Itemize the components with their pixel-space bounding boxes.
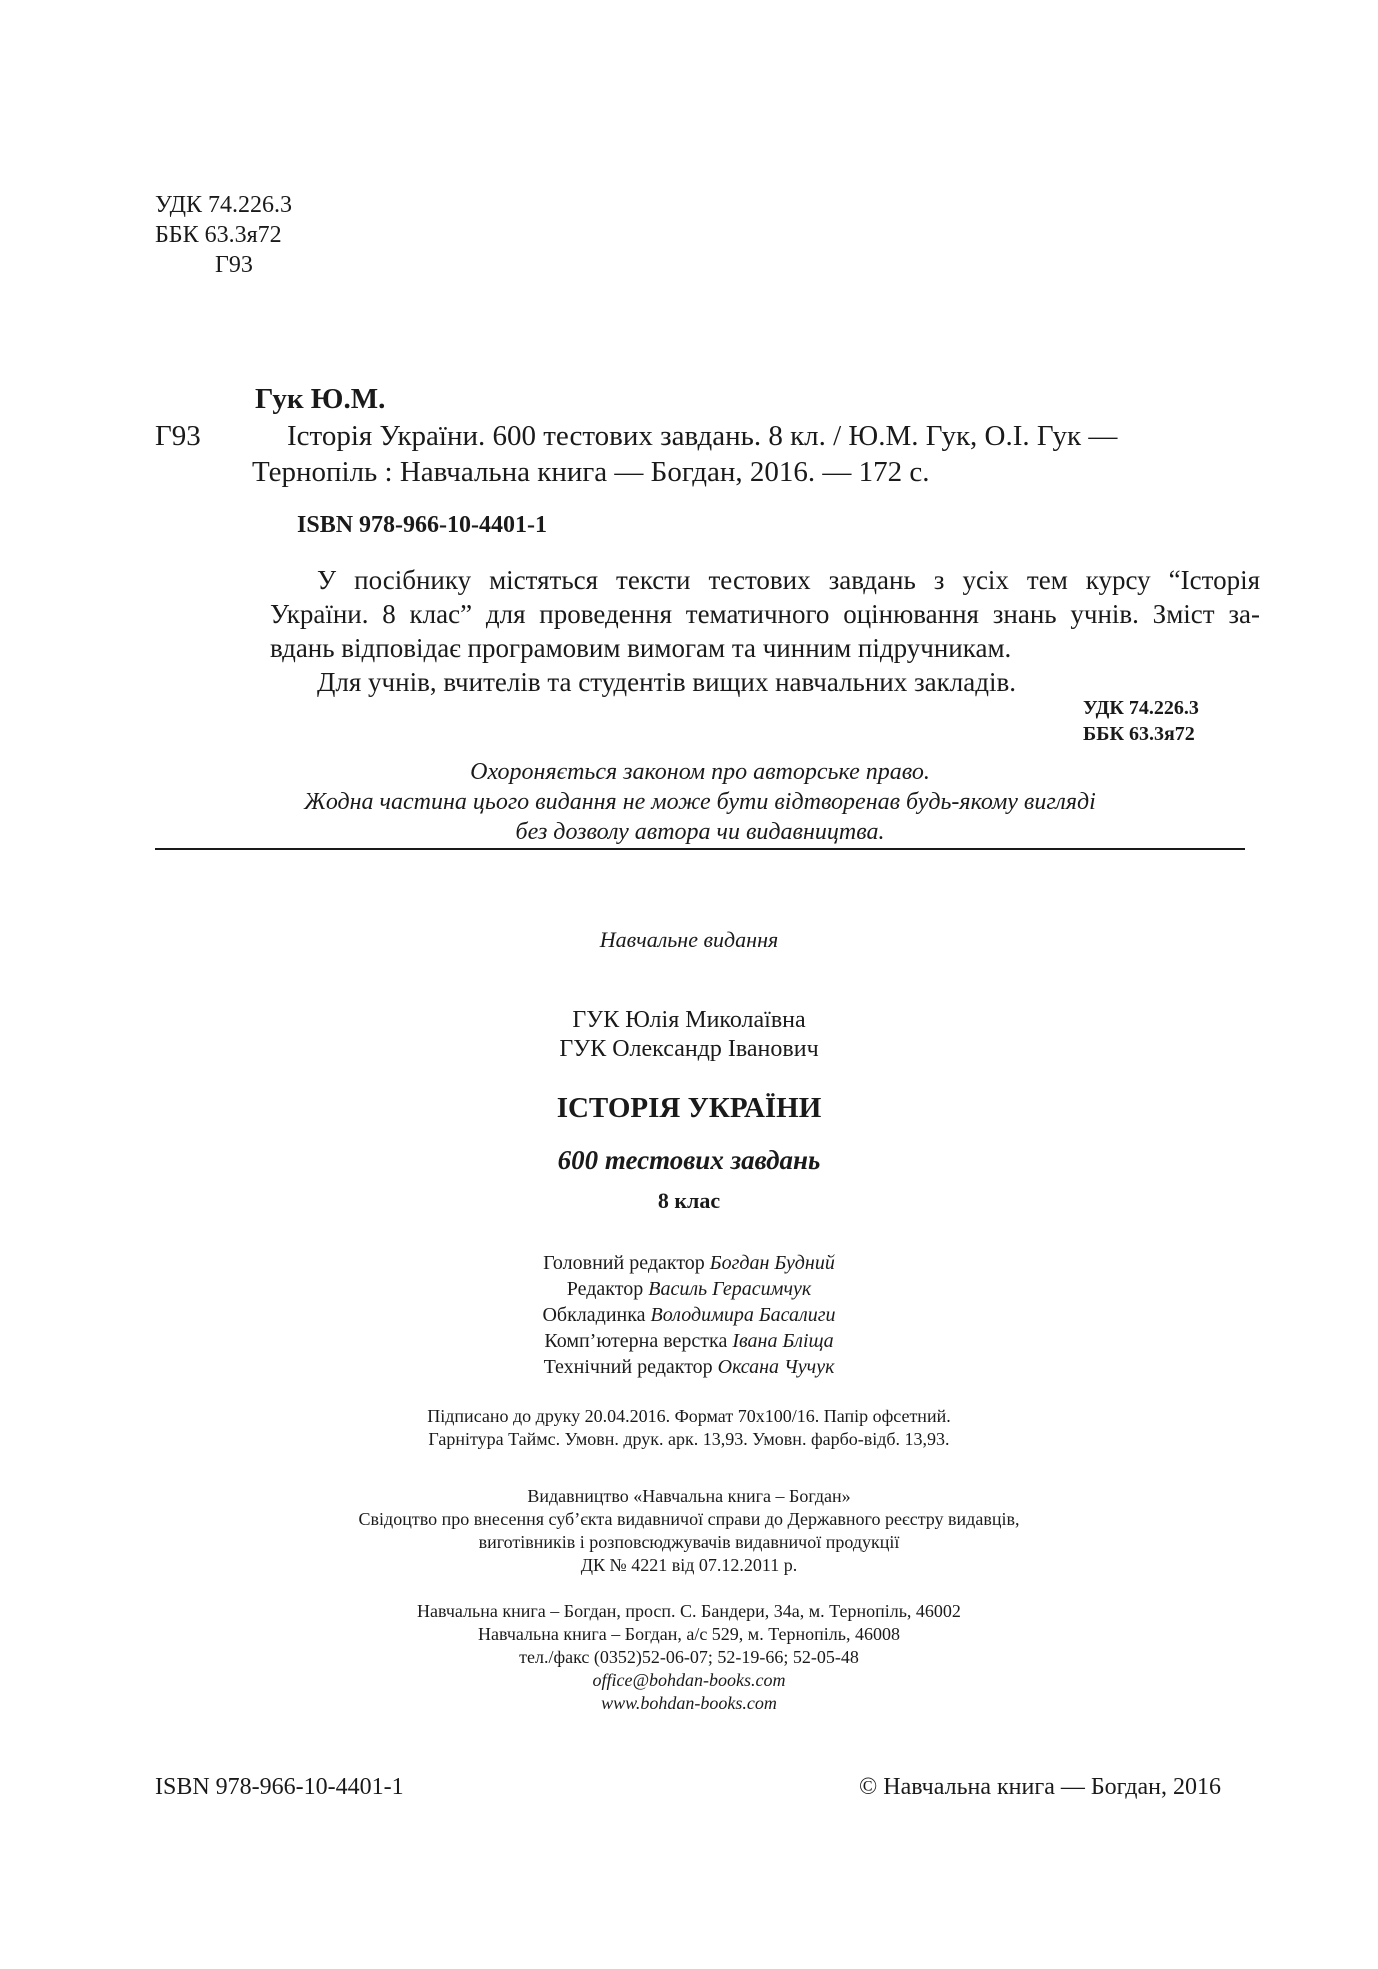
address-line: тел./факс (0352)52-06-07; 52-19-66; 52-05-48 — [519, 1647, 859, 1667]
author-heading: Гук Ю.М. — [255, 383, 386, 415]
publisher-info-line: Видавництво «Навчальна книга – Богдан» — [527, 1486, 851, 1506]
email-link[interactable]: office@bohdan-books.com — [592, 1670, 786, 1690]
address-line: Навчальна книга – Богдан, а/с 529, м. Тернопіль, 46008 — [478, 1624, 900, 1644]
book-subtitle: 600 тестових завдань — [557, 1145, 821, 1175]
credit-line — [0, 1276, 1378, 1302]
book-title: ІСТОРІЯ УКРАЇНИ — [556, 1092, 822, 1124]
bbk-code: ББК 63.3я72 — [155, 222, 282, 248]
credit-line — [0, 1302, 1378, 1328]
author-mark: Г93 — [215, 252, 253, 278]
credit-name: Володимира Басалиги — [650, 1304, 836, 1326]
publisher-info-line: ДК № 4221 від 07.12.2011 р. — [580, 1555, 798, 1575]
annotation-line: У посібнику містяться тексти тестових завдань з усіх тем курсу “Історія — [317, 565, 1260, 595]
addresses — [0, 1600, 1378, 1715]
address-line: Навчальна книга – Богдан, просп. С. Бандери, 34а, м. Тернопіль, 46002 — [417, 1601, 961, 1621]
copyright-notice — [155, 757, 1245, 847]
print-info — [0, 1405, 1378, 1451]
credit-role: Комп’ютерна верстка — [544, 1330, 728, 1352]
credit-name: Василь Герасимчук — [648, 1278, 812, 1300]
credit-line — [0, 1354, 1378, 1380]
credit-name: Богдан Будний — [709, 1252, 835, 1274]
print-info-line: Гарнітура Таймс. Умовн. друк. арк. 13,93. Умовн. фарбо-відб. 13,93. — [428, 1429, 950, 1449]
annotation-line: України. 8 клас” для проведення тематичного оцінювання знань учнів. Зміст за- — [270, 599, 1260, 629]
catalog-title-line-1: Історія України. 600 тестових завдань. 8 кл. / Ю.М. Гук, О.І. Гук — — [287, 420, 1118, 452]
credit-line — [0, 1328, 1378, 1354]
udk-code: УДК 74.226.3 — [155, 192, 292, 218]
print-info-line: Підписано до друку 20.04.2016. Формат 70x100/16. Папір офсетний. — [427, 1406, 951, 1426]
copyright-notice-line: Жодна частина цього видання не може бути відтворенав будь-якому вигляді — [304, 789, 1096, 815]
credit-line — [0, 1250, 1378, 1276]
website-link[interactable]: www.bohdan-books.com — [601, 1693, 777, 1713]
annotation-line: вдань відповідає програмовим вимогам та чинним підручникам. — [270, 633, 1012, 663]
bbk-right: ББК 63.3я72 — [1083, 723, 1195, 745]
publisher-info-line: виготівників і розповсюджувачів видавничої продукції — [478, 1532, 900, 1552]
publisher-info — [0, 1485, 1378, 1577]
catalog-author-mark: Г93 — [155, 420, 201, 452]
credit-role: Обкладинка — [542, 1304, 646, 1326]
grade: 8 клас — [657, 1188, 721, 1213]
divider — [155, 848, 1245, 850]
credit-role: Технічний редактор — [543, 1356, 713, 1378]
author-name: ГУК Юлія Миколаївна — [572, 1007, 806, 1033]
annotation — [270, 565, 1260, 697]
credit-role: Головний редактор — [543, 1252, 705, 1274]
credit-name: Івана Бліщa — [732, 1330, 834, 1352]
catalog-isbn: ISBN 978-966-10-4401-1 — [297, 512, 547, 538]
credit-role: Редактор — [566, 1278, 644, 1300]
credit-name: Оксана Чучук — [717, 1356, 835, 1378]
footer-isbn: ISBN 978-966-10-4401-1 — [155, 1774, 404, 1800]
udk-right: УДК 74.226.3 — [1083, 697, 1199, 719]
author-name: ГУК Олександр Іванович — [559, 1036, 819, 1062]
credits — [0, 1250, 1378, 1380]
publisher-info-line: Свідоцтво про внесення суб’єкта видавничої справи до Державного реєстру видавців, — [358, 1509, 1020, 1529]
catalog-title-line-2: Тернопіль : Навчальна книга — Богдан, 2016. — 172 с. — [252, 456, 930, 488]
copyright-notice-line: без дозволу автора чи видавництва. — [515, 819, 885, 845]
annotation-line: Для учнів, вчителів та студентів вищих навчальних закладів. — [317, 667, 1016, 697]
footer-copyright: © Навчальна книга — Богдан, 2016 — [859, 1774, 1221, 1800]
edition-type: Навчальне видання — [599, 927, 779, 952]
copyright-notice-line: Охороняється законом про авторське право. — [470, 759, 930, 785]
